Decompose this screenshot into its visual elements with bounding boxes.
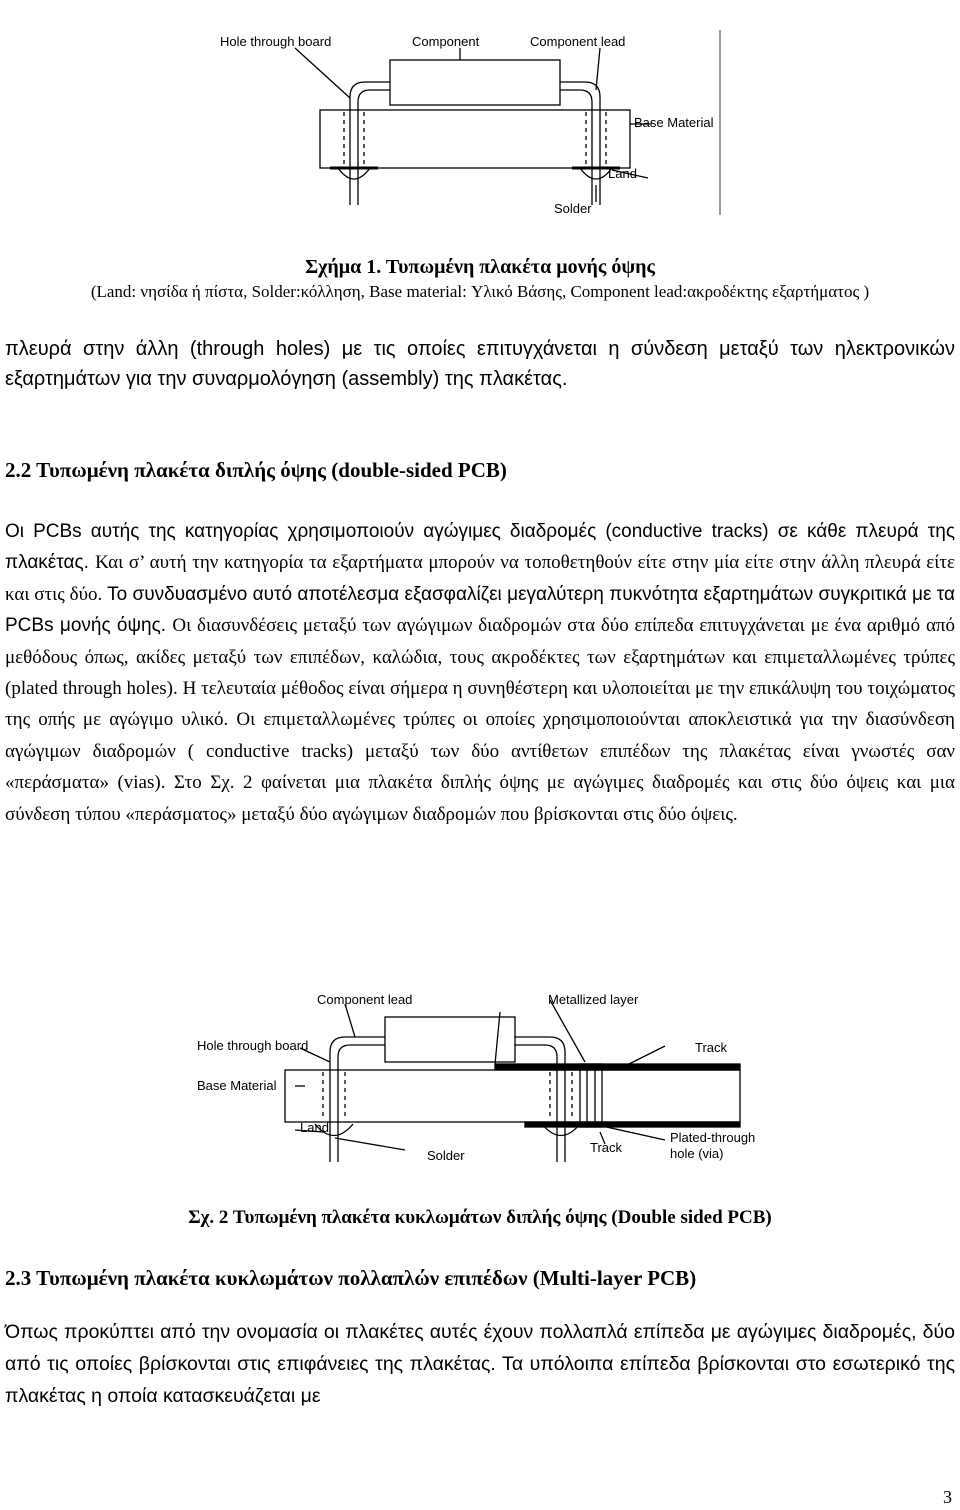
fig2-label-land: Land [300,1120,329,1135]
fig1-label-component-lead: Component lead [530,34,626,49]
fig1-label-land: Land [608,166,637,181]
paragraph-1: πλευρά στην άλλη (through holes) με τις οποίες επιτυγχάνεται η σύνδεση μεταξύ των ηλεκτρονικών εξαρτημάτων για την συναρμολόγηση (assembly) της πλακέτας. [5,338,955,390]
section-2-3-heading: 2.3 Τυπωμένη πλακέτα κυκλωμάτων πολλαπλών επιπέδων (Multi-layer PCB) [5,1266,697,1290]
paragraph-2 [5,516,955,830]
fig2-label-track-bottom: Track [590,1140,623,1155]
fig2-label-hole-through-board: Hole through board [197,1038,309,1053]
figure-2-diagram [195,982,755,1187]
fig1-label-base-material: Base Material [634,115,714,130]
paragraph-2-part-4: Οι διασυνδέσεις μεταξύ των αγώγιμων διαδρομών στα δύο επίπεδα επιτυγχάνεται με ένα αριθμό από μεθόδους όπως, ακίδες μεταξύ των επιπέδων, καλώδια, τους ακροδέκτες των εξαρτημάτων και επιμεταλλωμένες τρύπες (plated through holes). Η τελευταία μέθοδος είναι σήμερα η συνηθέστερη και υλοποιείται με την επικάλυψη του τοιχώματος της οπής με αγώγιμο υλικό. Οι επιμεταλλωμένες τρύπες οι οποίες χρησιμοποιούνται αποκλειστικά για την διασύνδεση αγώγιμων διαδρομών ( conductive tracks) μεταξύ των δύο αντίθετων επιπέδων της πλακέτας είναι γνωστές σαν «περάσματα» (vias). Στο Σχ. 2 φαίνεται μια πλακέτα διπλής όψης με αγώγιμες διαδρομές και στις δύο όψεις και μια σύνδεση τύπου «περάσματος» μεταξύ δύο αγώγιμων διαδρομών που βρίσκονται στις δύο όψεις. [5,615,955,825]
fig2-label-hole-via: hole (via) [670,1146,724,1161]
fig2-label-metallized-layer: Metallized layer [548,992,639,1007]
paragraph-3: Όπως προκύπτει από την ονομασία οι πλακέτες αυτές έχουν πολλαπλά επίπεδα με αγώγιμες διαδρομές, δύο από τις οποίες βρίσκονται στις επιφάνειες της πλακέτας. Τα υπόλοιπα επίπεδα βρίσκονται στο εσωτερικό της πλακέτας η οποία κατασκευάζεται με [5,1321,955,1407]
figure-1-caption-title: Σχήμα 1. Τυπωμένη πλακέτα μονής όψης [305,256,655,278]
figure-1-caption-subtitle: (Land: νησίδα ή πίστα, Solder:κόλληση, Base material: Υλικό Βάσης, Component lead:ακροδέκτης εξαρτήματος ) [90,282,870,301]
fig2-label-plated-through: Plated-through [670,1130,755,1145]
figure-1-diagram [200,20,740,220]
fig2-label-base-material: Base Material [197,1078,277,1093]
paragraph-2-part-3: Το συνδυασμένο αυτό αποτέλεσμα εξασφαλίζει μεγαλύτερη πυκνότητα εξαρτημάτων συγκριτικά με τα PCBs μονής όψης. [5,583,955,637]
fig2-label-track-top: Track [695,1040,728,1055]
page-number: 3 [943,1487,952,1507]
fig1-label-solder: Solder [554,201,592,216]
fig1-label-hole-through-board: Hole through board [220,34,332,49]
fig1-label-component: Component [412,34,480,49]
paragraph-2-part-2: Και σ’ αυτή την κατηγορία τα εξαρτήματα μπορούν να τοποθετηθούν είτε στην μία είτε στην άλλη πλευρά είτε και στις δύο. [5,552,955,605]
fig2-label-component-lead: Component lead [317,992,413,1007]
paragraph-2-part-1: Οι PCBs αυτής της κατηγορίας χρησιμοποιούν αγώγιμες διαδρομές (conductive tracks) σε κάθε πλευρά της πλακέτας. [5,521,955,574]
figure-2-caption: Σχ. 2 Τυπωμένη πλακέτα κυκλωμάτων διπλής όψης (Double sided PCB) [188,1207,772,1228]
fig2-label-solder: Solder [427,1148,465,1163]
section-2-2-heading: 2.2 Τυπωμένη πλακέτα διπλής όψης (double-sided PCB) [5,458,507,482]
